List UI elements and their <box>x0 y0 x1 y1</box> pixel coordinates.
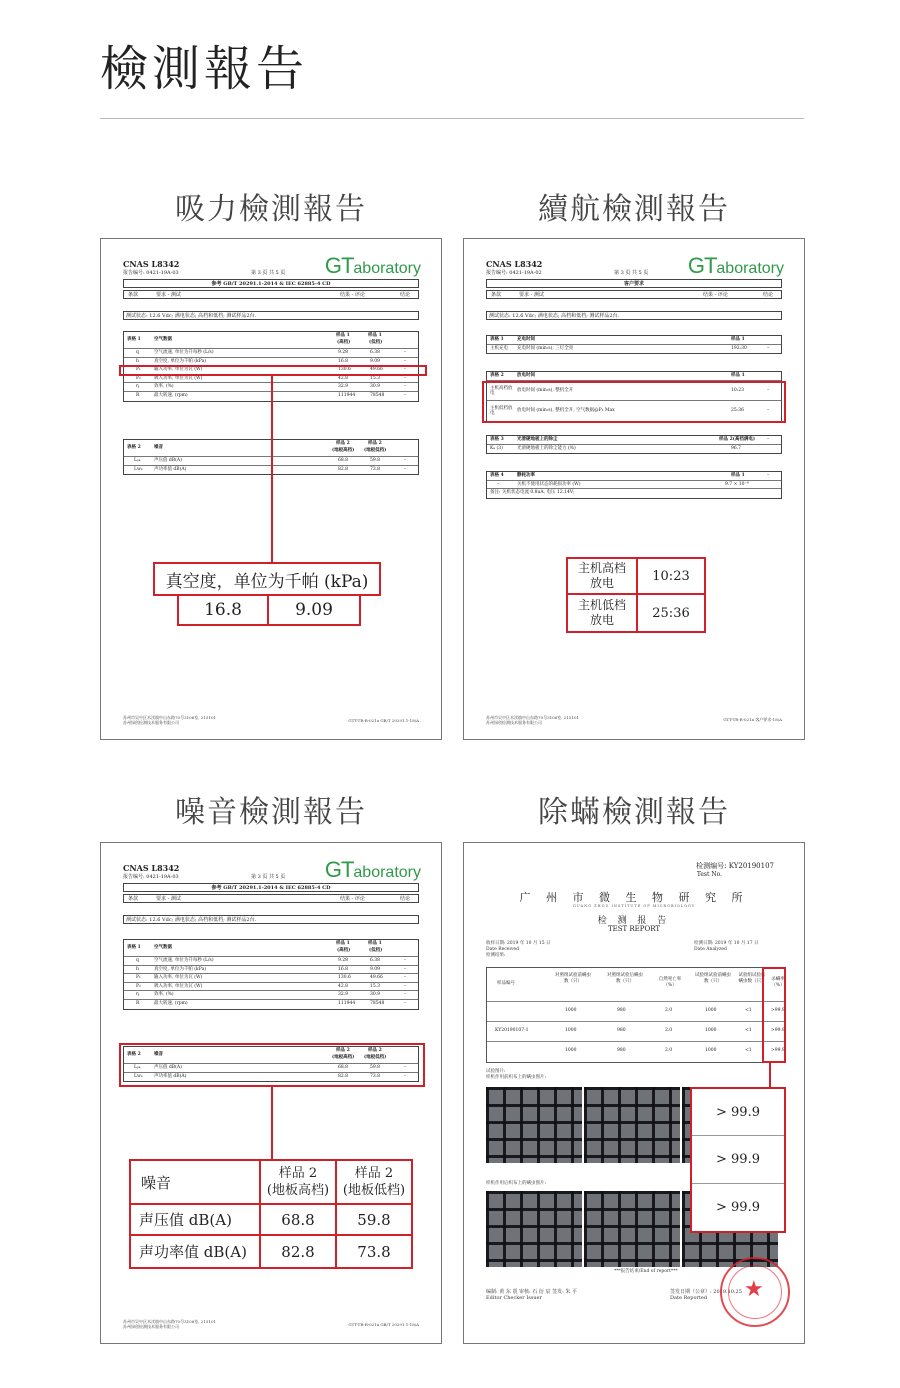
column-header-row: 条款 要求 - 测试 结果 - 评论 结论 <box>123 894 419 903</box>
table-row: 1000 980 2.0 1000 <1 >99.9 <box>565 1048 785 1053</box>
report-footer-address: 苏州市吴中区木渎镇中山东路70号3106室, 215101 苏州绿创检测技术服务有限公司 <box>123 1319 217 1329</box>
gt-laboratory-logo: GTaboratory <box>324 253 421 278</box>
test-condition: 测试状态: 12.6 Vdc; 满电状态; 高档和低档; 测试样品2台. <box>123 915 419 924</box>
vacuum-callout-title: 真空度，单位为千帕 (kPa) <box>153 562 381 596</box>
mite-photo-after-1 <box>486 1191 582 1267</box>
standard-line: 参考 GB/T 20291.1-2014 & IEC 62885-4 CD <box>123 279 419 288</box>
report-footer-address: 苏州市吴中区木渎镇中山东路70号3106室, 215101 苏州绿创检测技术服务有限公司 <box>123 715 217 725</box>
table-row: P₂ 吸入功率, 单位为瓦 (W) 42.8 15.3 – <box>124 983 418 992</box>
column-header-row: 条款 要求 - 测试 结果 - 评论 结论 <box>123 290 419 299</box>
test-condition: 测试状态: 12.6 Vdc; 满电状态; 高档和低档; 测试样品2台. <box>486 311 782 320</box>
table-row: 1000 980 2.0 1000 <1 >99.9 <box>487 1002 785 1022</box>
noise-report-document <box>100 842 442 1344</box>
discharge-rows-highlight <box>482 381 786 423</box>
table-row: KY20190107-1 1000 980 2.0 1000 <1 >99.9 <box>487 1022 785 1042</box>
noise-table: 表格 2 噪音 样品 2 (地板高档) 样品 2 (地板低档) Lₚₐ 声压值 dB(A) 68.8 59.8 – Lwₐ 声功率值 dB(A) 82.8 73.8 – <box>123 439 419 475</box>
cnas-number: CNAS L8342 <box>123 863 180 873</box>
table-row: Lwₐ 声功率值 dB(A) 82.8 73.8 – <box>134 466 407 472</box>
table-row: q 空气流速, 单位为升每秒 (L/s) 9.28 6.38 – <box>124 957 418 966</box>
kill-rate-column-highlight <box>762 967 786 1063</box>
mite-photo-before-1 <box>486 1087 582 1163</box>
noise-table: 表格 2 噪音 样品 2 (地板高档) 样品 2 (地板低档) Lₚₐ 声压值 dB(A) 68.8 59.8 – Lwₐ 声功率值 dB(A) 82.8 73.8 – <box>123 1046 419 1082</box>
table-row: η 效率, (%) 32.9 30.9 – <box>124 991 418 1000</box>
air-data-table: 表格 1 空气数据 样品 1 (高档) 样品 1 (低档) q 空气流速, 单位为升每秒 (L/s) 9.28 6.38 – h 真空度, 单位为千帕 (kPa) 16.8 9.09 – P₁ 输入功率, 单位为瓦 (W) 130.6 49.66 – P₂ 吸入功率, 单位为瓦 (W) 42.8 15.3 – η 效率, (%) 32.9 30.9 – R 最大转速, (rpm) 111944 78548 – <box>123 939 419 1010</box>
mite-results-table: 样品编号 对照组试验前螨虫数（只） 对照组试验后螨虫数（只） 自然死亡率（%） 试验组试验前螨虫数（只） 试验组试验后螨虫数（只） 杀螨率（%） 1000 980 2.0 1000 <1 >99.9 KY20190107-1 1000 980 2.0 1000 <1 >99.9 1000 980 2.0 1000 <1 >99.9 <box>486 967 786 1063</box>
test-condition: 测试状态: 12.6 Vdc; 满电状态; 高档和低档; 测试样品2台. <box>123 311 419 320</box>
test-number-en: Test No. <box>696 871 722 878</box>
date-analyzed: 检测日期: 2019 年 10 月 17 日 Date Analyzed <box>694 941 759 952</box>
page-number: 第 3 页 共 5 页 <box>251 270 286 276</box>
institute-name: 广 州 市 微 生 物 研 究 所 <box>519 891 749 904</box>
report-footer-code: GTT-TR-R-021a GB/T 20291.1-18/A <box>348 718 419 723</box>
institute-name-en: GUANG ZHOU INSTITUTE OF MICROBIOLOGY <box>572 904 696 908</box>
page-number: 第 3 页 共 5 页 <box>251 874 286 880</box>
official-seal-stamp <box>720 1257 790 1327</box>
vacuum-row-highlight <box>119 365 427 376</box>
table-row: P₂ 吸入功率, 单位为瓦 (W) 42.8 15.3 – <box>124 375 418 384</box>
gt-laboratory-logo: GTaboratory <box>324 857 421 882</box>
report-number: 报告编号: 0421-19A-03 <box>123 270 179 276</box>
section-title-mite: 除蟎檢測報告 <box>538 795 730 830</box>
date-reported: 签发日期（公章）: 2019.10.25 Date Reported <box>670 1289 742 1301</box>
standby-power-table: 表格 4 静耗功率 样品 1 – – 关机不使用状态的耗损功率 (W) 9.7 × 10⁻⁴ 备注: 关机状态电流 0.8uA, 电压 12.14V; <box>486 471 782 499</box>
customer-requirement-header: 客户要求 <box>486 279 782 288</box>
table-row: P₁ 输入功率, 单位为瓦 (W) 130.6 49.66 – <box>124 366 418 375</box>
section-title-battery: 續航檢測報告 <box>538 192 730 227</box>
table-row: η 效率, (%) 32.9 30.9 – <box>124 383 418 392</box>
end-of-report: ***报告结束/End of report*** <box>614 1269 678 1274</box>
report-footer-address: 苏州市吴中区木渎镇中山东路70号3106室, 215101 苏州绿创检测技术服务有限公司 <box>486 715 580 725</box>
noise-table-highlight <box>119 1043 425 1087</box>
charging-time-table: 表格 1 充电时间 样品 1 主机充电 充电时间 (min:s), 三灯全亮 192:30 – <box>486 335 782 354</box>
report-title-en: TEST REPORT <box>607 925 661 933</box>
report-title: 检 测 报 告 <box>597 916 671 926</box>
report-footer-code: GTT-TR-R-021a 客户要求-18/A <box>723 717 782 722</box>
table-row: P₁ 输入功率, 单位为瓦 (W) 130.6 49.66 – <box>124 974 418 983</box>
callout-connector <box>271 1087 273 1159</box>
report-number: 报告编号: 0421-19A-02 <box>486 270 542 276</box>
mite-report-document <box>463 842 805 1344</box>
discharge-callout: 主机高档 放电 10:23 主机低档 放电 25:36 <box>566 557 706 633</box>
dust-removal-table: 表格 3 光滑硬地板上的除尘 样品 2(高档满电) – Kₐ (3) 光滑硬地板上的除尘能力 (%) 96.7 <box>486 435 782 454</box>
discharge-time-table: 表格 2 放电时间 样品 1 主机高档放电 放电时间 (min:s), 整机全开 10:23 – 主机低档放电 放电时间 (min:s), 整机全开, 空气数据@P₂ Max 25:36 – <box>486 371 782 422</box>
column-header-row: 条款 要求 - 测试 结果 - 评论 结论 <box>486 290 782 299</box>
battery-report-document <box>463 238 805 740</box>
table-row: R 最大转速, (rpm) 111944 78548 – <box>136 392 407 398</box>
test-number: 检测编号: KY20190107 <box>696 862 774 870</box>
air-data-table: 表格 1 空气数据 样品 1 (高档) 样品 1 (低档) q 空气流速, 单位为升每秒 (L/s) 9.28 6.38 – h 真空度, 单位为千帕 (kPa) 16.8 9.09 – P₁ 输入功率, 单位为瓦 (W) 130.6 49.66 – P₂ 吸入功率, 单位为瓦 (W) 42.8 15.3 – η 效率, (%) 32.9 30.9 – R 最大转速, (rpm) 111944 78548 – <box>123 331 419 402</box>
title-divider <box>100 118 804 119</box>
table-row: h 真空度, 单位为千帕 (kPa) 16.8 9.09 – <box>124 966 418 975</box>
report-footer-code: GTT-TR-R-021a GB/T 20291.1-18/A <box>348 1322 419 1327</box>
vacuum-callout-values: 16.8 9.09 <box>177 594 361 626</box>
report-number: 报告编号: 0421-19A-03 <box>123 874 179 880</box>
gt-laboratory-logo: GTaboratory <box>687 253 784 278</box>
mite-photo-after-2 <box>584 1191 680 1267</box>
noise-callout: 噪音 样品 2 (地板高档) 样品 2 (地板低档) 声压值 dB(A) 68.8 59.8 声功率值 dB(A) 82.8 73.8 <box>129 1159 413 1269</box>
table-row: Lₚₐ 声压值 dB(A) 68.8 59.8 – <box>124 457 418 466</box>
table-row: h 真空度, 单位为千帕 (kPa) 16.8 9.09 – <box>124 358 418 367</box>
section-title-noise: 噪音檢測報告 <box>175 795 367 830</box>
standard-line: 参考 GB/T 20291.1-2014 & IEC 62885-4 CD <box>123 883 419 892</box>
callout-connector <box>769 1063 771 1087</box>
table-row: R 最大转速, (rpm) 111944 78548 – <box>136 1000 407 1006</box>
photo-label-before: 试验图片: 样机作用前织布上的螨虫图片: <box>486 1069 547 1080</box>
suction-report-document <box>100 238 442 740</box>
photo-label-after: 样机作用后织布上的螨虫图片: <box>486 1181 547 1186</box>
signatures: 编制: 黄 东 震 审核: 石 衍 辰 签发: 朱 平 Editor Checker Issuer <box>486 1289 577 1301</box>
table-row: Lₚₐ 声压值 dB(A) 68.8 59.8 – <box>124 1064 418 1073</box>
cnas-number: CNAS L8342 <box>486 259 543 269</box>
cnas-number: CNAS L8342 <box>123 259 180 269</box>
table-row: Lwₐ 声功率值 dB(A) 82.8 73.8 – <box>134 1073 407 1079</box>
table-row: q 空气流速, 单位为升每秒 (L/s) 9.28 6.38 – <box>124 349 418 358</box>
mite-photo-before-2 <box>584 1087 680 1163</box>
callout-connector <box>271 376 273 562</box>
date-received: 收样日期: 2019 年 10 月 15 日 Date Received 检测结果: <box>486 941 551 958</box>
page-number: 第 3 页 共 5 页 <box>614 270 649 276</box>
page-title: 檢測報告 <box>100 41 309 97</box>
section-title-suction: 吸力檢測報告 <box>175 192 367 227</box>
kill-rate-callout: > 99.9 > 99.9 > 99.9 <box>690 1087 786 1233</box>
